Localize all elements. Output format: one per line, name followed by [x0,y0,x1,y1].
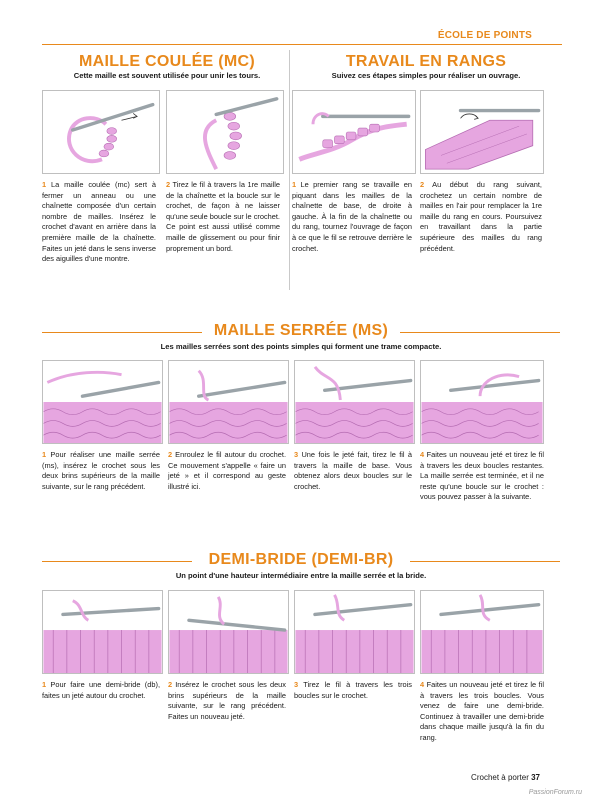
ms-step4-illustration [420,360,544,444]
ms-step2-text: 2 Enroulez le fil autour du crochet. Ce mouvement s'appelle « faire un jeté » et il correspond au geste illustré ici. [168,450,286,491]
dbr-step3-text: 3 Tirez le fil à travers les trois boucles sur le crochet. [294,680,412,700]
ms-step2-illustration [168,360,289,444]
mc-step2-text: 2 Tirez le fil à travers la 1re maille de la chaînette et la boucle sur le crochet, de façon à ne laisser qu'une seule boucle sur le crochet. Ce point est aussi utilisé comme maille de glissement ou pour finir proprement un bord. [166,180,280,253]
rangs-subtitle: Suivez ces étapes simples pour réaliser un ouvrage. [331,71,521,80]
dbr-step1-text: 1 Pour faire une demi-bride (db), faites un jeté autour du crochet. [42,680,160,700]
page-footer [471,773,540,782]
mc-step2-illustration [166,90,284,174]
column-divider [289,50,290,290]
mc-step1-illustration [42,90,160,174]
rangs-step1-illustration [292,90,416,174]
rangs-step2-text: 2 Au début du rang suivant, crochetez un certain nombre de mailles en l'air pour remplacer la 1re maille du rang en cours. Poursuivez en travaillant dans la partie supérieure des mailles du rang précédent. [420,180,542,253]
rangs-step1-text: 1 Le premier rang se travaille en piquant dans les mailles de la chaînette de base, de droite à gauche. À la fin de la chaînette ou du rang, tournez l'ouvrage de façon à ce que le fil se retrouve derrière le crochet. [292,180,412,253]
page-number: 37 [531,773,540,782]
mc-title: MAILLE COULÉE (MC) [78,53,256,70]
watermark: PassionForum.ru [528,789,582,796]
section-header-tag: ÉCOLE DE POINTS [437,30,532,41]
dbr-step4-illustration [420,590,544,674]
dbr-step1-illustration [42,590,163,674]
ms-title: MAILLE SERRÉE (MS) [213,322,389,339]
ms-step3-illustration [294,360,415,444]
dbr-step2-illustration [168,590,289,674]
dbr-step4-text: 4 Faites un nouveau jeté et tirez le fil à travers les trois boucles. Vous venez de faire une demi-bride. Continuez à travailler une demi-bride dans chaque maille jusqu'à la fin du rang. [420,680,544,742]
mc-subtitle: Cette maille est souvent utilisée pour unir les tours. [73,71,261,80]
magazine-name: Crochet à porter [471,773,529,782]
ms-subtitle: Les mailles serrées sont des points simples qui forment une trame compacte. [160,342,442,351]
ms-step1-text: 1 Pour réaliser une maille serrée (ms), insérez le crochet sous les deux brins supérieurs de la maille suivante, sur le rang précédent. [42,450,160,491]
rangs-title: TRAVAIL EN RANGS [345,53,507,70]
dbr-step2-text: 2 Insérez le crochet sous les deux brins supérieurs de la maille suivante, sur le rang précédent. Faites un nouveau jeté. [168,680,286,721]
ms-step1-illustration [42,360,163,444]
dbr-title: DEMI-BRIDE (DEMI-BR) [208,551,394,568]
dbr-step3-illustration [294,590,415,674]
dbr-subtitle: Un point d'une hauteur intermédiaire entre la maille serrée et la bride. [175,571,427,580]
mc-step1-text: 1 La maille coulée (mc) sert à fermer un anneau ou une chaînette composée d'un certain nombre de mailles. Insérez le crochet d'avant en arrière dans la première maille de la chaînette. Faites un jeté dans le sens inverse des aiguilles d'une montre. [42,180,156,264]
rangs-step2-illustration [420,90,544,174]
ms-step4-text: 4 Faites un nouveau jeté et tirez le fil à travers les deux boucles restantes. La maille serrée est terminée, et il ne reste qu'une boucle sur le crochet : vous pouvez passer à la suivante. [420,450,544,502]
ms-step3-text: 3 Une fois le jeté fait, tirez le fil à travers la maille de base. Vous obtenez alors deux boucles sur le crochet. [294,450,412,491]
top-divider [42,44,562,45]
